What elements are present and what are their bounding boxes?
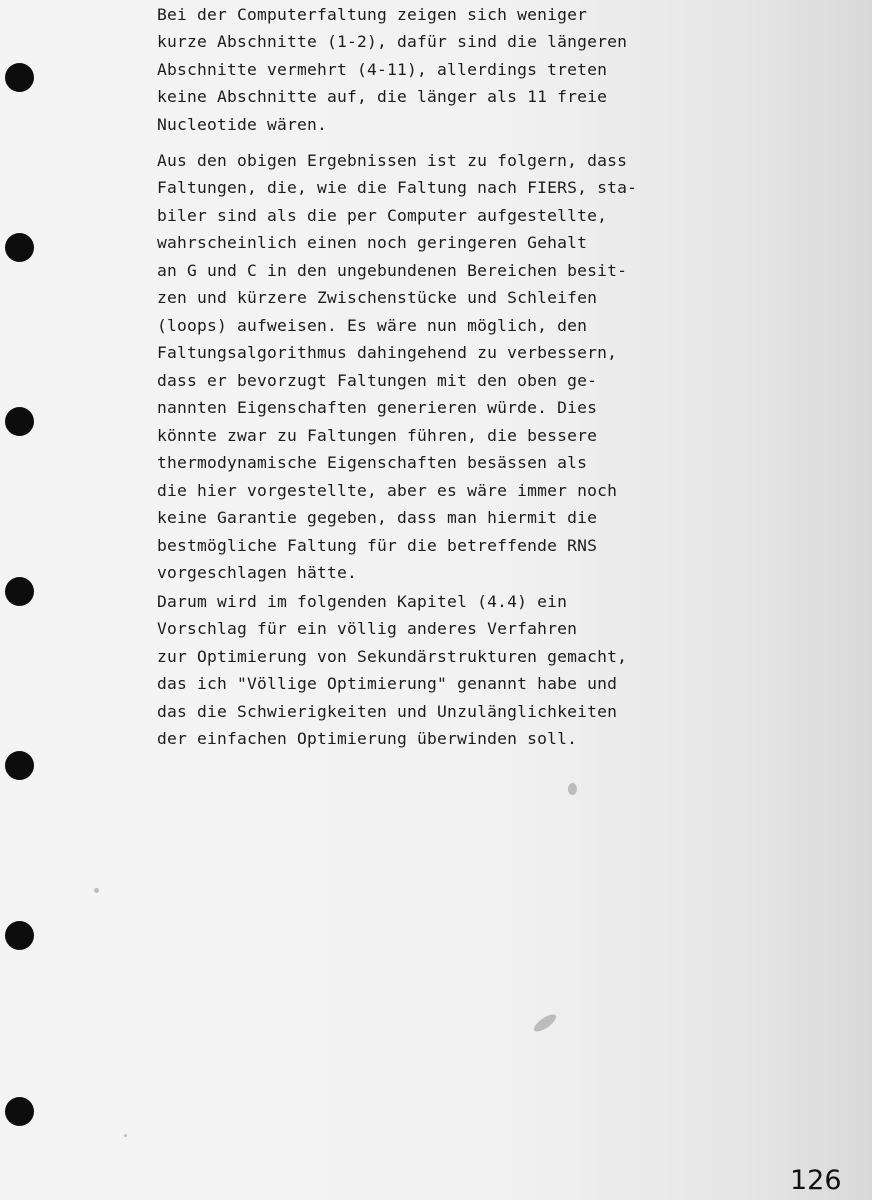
text-line: der einfachen Optimierung überwinden soll. (157, 729, 578, 748)
paper-speck (94, 888, 99, 893)
punch-hole (5, 751, 34, 780)
text-line: dass er bevorzugt Faltungen mit den oben ge- (157, 371, 598, 390)
text-line: bestmögliche Faltung für die betreffende RNS (157, 536, 598, 555)
text-line: zen und kürzere Zwischenstücke und Schleifen (157, 288, 598, 307)
text-line: an G und C in den ungebundenen Bereichen besit- (157, 261, 628, 280)
page-number: 126 (790, 1165, 842, 1196)
paper-speck (568, 783, 577, 795)
punch-hole (5, 1097, 34, 1126)
text-line: Faltungen, die, wie die Faltung nach FIERS, sta- (157, 178, 638, 197)
punch-hole (5, 577, 34, 606)
text-line: Bei der Computerfaltung zeigen sich weniger (157, 5, 588, 24)
text-line: das ich "Völlige Optimierung" genannt habe und (157, 674, 618, 693)
punch-hole (5, 921, 34, 950)
body-text (157, 0, 717, 748)
text-line: thermodynamische Eigenschaften besässen als (157, 453, 588, 472)
text-line: Abschnitte vermehrt (4-11), allerdings treten (157, 60, 608, 79)
text-line: könnte zwar zu Faltungen führen, die bessere (157, 426, 598, 445)
text-line: die hier vorgestellte, aber es wäre immer noch (157, 481, 618, 500)
text-line: Faltungsalgorithmus dahingehend zu verbessern, (157, 343, 618, 362)
text-line: Aus den obigen Ergebnissen ist zu folgern, dass (157, 151, 628, 170)
text-line: das die Schwierigkeiten und Unzulänglichkeiten (157, 702, 618, 721)
text-line: vorgeschlagen hätte. (157, 563, 358, 582)
text-line: keine Abschnitte auf, die länger als 11 freie (157, 87, 608, 106)
punch-hole (5, 233, 34, 262)
text-line: Nucleotide wären. (157, 115, 328, 134)
punch-hole (5, 63, 34, 92)
paper-speck (531, 1011, 558, 1034)
text-line: kurze Abschnitte (1-2), dafür sind die längeren (157, 32, 628, 51)
text-line: wahrscheinlich einen noch geringeren Gehalt (157, 233, 588, 252)
text-line: Darum wird im folgenden Kapitel (4.4) ein (157, 592, 568, 611)
text-line: (loops) aufweisen. Es wäre nun möglich, den (157, 316, 588, 335)
paper-speck (124, 1134, 127, 1137)
punch-hole (5, 407, 34, 436)
text-line: nannten Eigenschaften generieren würde. Dies (157, 398, 598, 417)
text-line: biler sind als die per Computer aufgestellte, (157, 206, 608, 225)
text-line: Vorschlag für ein völlig anderes Verfahren (157, 619, 578, 638)
text-line: keine Garantie gegeben, dass man hiermit die (157, 508, 598, 527)
text-line: zur Optimierung von Sekundärstrukturen gemacht, (157, 647, 628, 666)
